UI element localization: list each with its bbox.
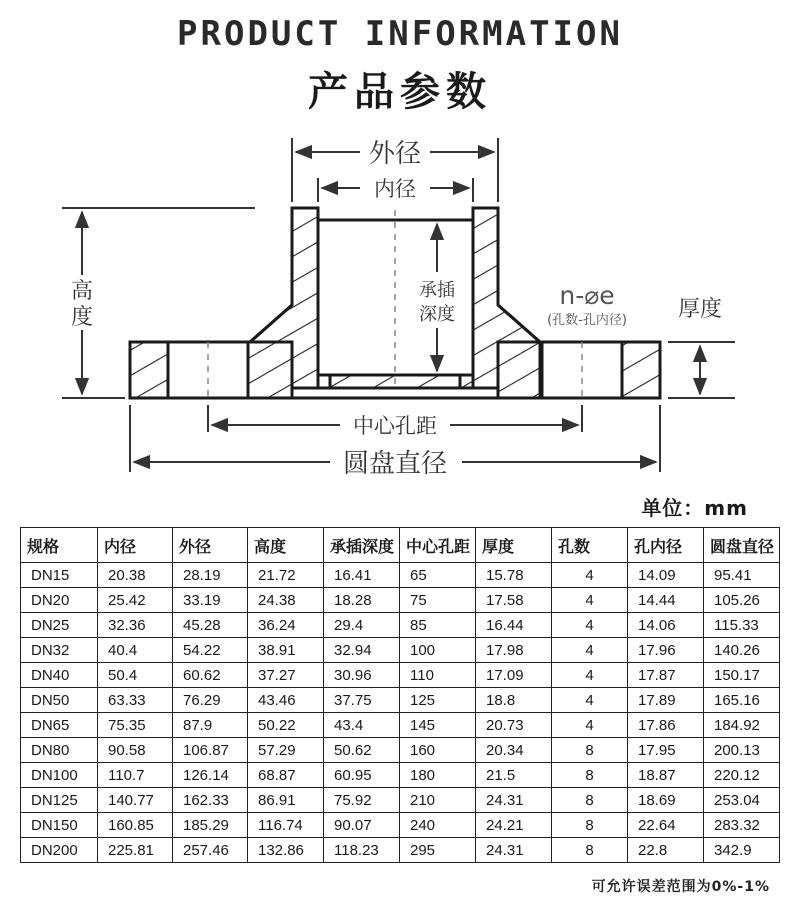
table-cell: 110	[400, 663, 476, 688]
table-cell: 160.85	[98, 813, 173, 838]
table-cell: 43.46	[248, 688, 324, 713]
table-cell: 105.26	[704, 588, 780, 613]
table-cell: 17.89	[628, 688, 704, 713]
flange-cross-section-diagram	[0, 120, 800, 490]
table-header-cell: 高度	[248, 528, 324, 563]
table-cell: 14.06	[628, 613, 704, 638]
table-cell: 115.33	[704, 613, 780, 638]
table-cell: DN80	[21, 738, 98, 763]
table-row	[21, 613, 780, 638]
label-thickness: 厚度	[677, 297, 723, 322]
table-cell: 165.16	[704, 688, 780, 713]
table-cell: 125	[400, 688, 476, 713]
table-cell: 110.7	[98, 763, 173, 788]
table-row	[21, 563, 780, 588]
table-cell: 90.58	[98, 738, 173, 763]
table-header-cell: 承插深度	[324, 528, 400, 563]
table-cell: 100	[400, 638, 476, 663]
label-outer-diameter: 外径	[368, 139, 422, 169]
table-cell: 8	[552, 813, 628, 838]
table-header-cell: 孔内径	[628, 528, 704, 563]
table-cell: 14.09	[628, 563, 704, 588]
table-cell: 63.33	[98, 688, 173, 713]
table-cell: 22.64	[628, 813, 704, 838]
table-cell: 38.91	[248, 638, 324, 663]
table-cell: 17.86	[628, 713, 704, 738]
label-disc-diameter: 圆盘直径	[342, 449, 448, 479]
table-cell: 95.41	[704, 563, 780, 588]
spec-table	[20, 527, 780, 863]
table-cell: 87.9	[173, 713, 248, 738]
table-cell: 18.28	[324, 588, 400, 613]
label-height-2: 度	[70, 305, 94, 330]
table-header-cell: 外径	[173, 528, 248, 563]
table-cell: 20.34	[476, 738, 552, 763]
table-cell: 33.19	[173, 588, 248, 613]
table-cell: 68.87	[248, 763, 324, 788]
table-cell: 18.87	[628, 763, 704, 788]
table-cell: 24.31	[476, 788, 552, 813]
label-height-1: 高	[70, 279, 94, 304]
table-row	[21, 588, 780, 613]
table-row	[21, 838, 780, 863]
table-cell: 54.22	[173, 638, 248, 663]
table-row	[21, 663, 780, 688]
table-cell: 162.33	[173, 788, 248, 813]
table-header-cell: 规格	[21, 528, 98, 563]
table-cell: 4	[552, 588, 628, 613]
table-cell: 140.77	[98, 788, 173, 813]
table-cell: 50.22	[248, 713, 324, 738]
table-cell: DN25	[21, 613, 98, 638]
table-cell: 160	[400, 738, 476, 763]
table-cell: DN125	[21, 788, 98, 813]
table-cell: 8	[552, 788, 628, 813]
table-cell: 32.36	[98, 613, 173, 638]
table-cell: DN100	[21, 763, 98, 788]
label-socket-depth-1: 承插	[419, 280, 455, 301]
table-cell: 57.29	[248, 738, 324, 763]
table-cell: 185.29	[173, 813, 248, 838]
table-cell: 342.9	[704, 838, 780, 863]
table-cell: 76.29	[173, 688, 248, 713]
table-cell: 220.12	[704, 763, 780, 788]
table-cell: 132.86	[248, 838, 324, 863]
table-cell: 24.31	[476, 838, 552, 863]
table-cell: 20.38	[98, 563, 173, 588]
table-cell: 85	[400, 613, 476, 638]
table-cell: 28.19	[173, 563, 248, 588]
table-cell: 75.92	[324, 788, 400, 813]
table-cell: 150.17	[704, 663, 780, 688]
table-cell: 116.74	[248, 813, 324, 838]
table-row	[21, 813, 780, 838]
table-cell: 17.09	[476, 663, 552, 688]
tolerance-note: 可允许误差范围为0%-1%	[591, 879, 770, 895]
table-cell: 21.72	[248, 563, 324, 588]
table-cell: 20.73	[476, 713, 552, 738]
table-cell: 283.32	[704, 813, 780, 838]
table-cell: 32.94	[324, 638, 400, 663]
table-cell: 50.62	[324, 738, 400, 763]
table-cell: 8	[552, 763, 628, 788]
unit-label: 单位：mm	[641, 496, 748, 520]
table-cell: 17.95	[628, 738, 704, 763]
table-cell: 4	[552, 563, 628, 588]
label-inner-diameter: 内径	[374, 177, 416, 201]
table-cell: 75.35	[98, 713, 173, 738]
table-cell: 17.87	[628, 663, 704, 688]
label-hole-note: (孔数-孔内径)	[547, 313, 627, 328]
table-row	[21, 713, 780, 738]
table-cell: 225.81	[98, 838, 173, 863]
table-cell: 4	[552, 663, 628, 688]
table-cell: 60.62	[173, 663, 248, 688]
table-cell: 25.42	[98, 588, 173, 613]
table-cell: DN40	[21, 663, 98, 688]
table-cell: 210	[400, 788, 476, 813]
table-header-cell: 中心孔距	[400, 528, 476, 563]
table-row	[21, 738, 780, 763]
table-cell: 22.8	[628, 838, 704, 863]
table-cell: 21.5	[476, 763, 552, 788]
table-row	[21, 638, 780, 663]
table-cell: 18.69	[628, 788, 704, 813]
table-header-cell: 厚度	[476, 528, 552, 563]
table-cell: 253.04	[704, 788, 780, 813]
table-row	[21, 688, 780, 713]
table-row	[21, 788, 780, 813]
table-header-cell: 内径	[98, 528, 173, 563]
table-cell: 240	[400, 813, 476, 838]
table-cell: 75	[400, 588, 476, 613]
table-cell: 43.4	[324, 713, 400, 738]
table-cell: 16.41	[324, 563, 400, 588]
table-cell: 60.95	[324, 763, 400, 788]
table-cell: 8	[552, 838, 628, 863]
table-cell: 24.38	[248, 588, 324, 613]
table-cell: 29.4	[324, 613, 400, 638]
table-cell: 200.13	[704, 738, 780, 763]
table-cell: 36.24	[248, 613, 324, 638]
table-cell: 40.4	[98, 638, 173, 663]
table-cell: 65	[400, 563, 476, 588]
table-cell: DN65	[21, 713, 98, 738]
table-cell: DN32	[21, 638, 98, 663]
table-row	[21, 763, 780, 788]
table-cell: 106.87	[173, 738, 248, 763]
table-cell: 45.28	[173, 613, 248, 638]
table-cell: 184.92	[704, 713, 780, 738]
table-cell: 17.98	[476, 638, 552, 663]
table-cell: 50.4	[98, 663, 173, 688]
table-cell: 140.26	[704, 638, 780, 663]
table-cell: DN20	[21, 588, 98, 613]
table-cell: 30.96	[324, 663, 400, 688]
label-socket-depth-2: 深度	[419, 304, 455, 325]
table-cell: 37.75	[324, 688, 400, 713]
table-cell: DN50	[21, 688, 98, 713]
table-cell: 17.96	[628, 638, 704, 663]
table-cell: 295	[400, 838, 476, 863]
table-cell: 8	[552, 738, 628, 763]
table-cell: 145	[400, 713, 476, 738]
table-cell: 90.07	[324, 813, 400, 838]
table-cell: 4	[552, 638, 628, 663]
table-cell: DN200	[21, 838, 98, 863]
table-cell: 37.27	[248, 663, 324, 688]
table-cell: 4	[552, 713, 628, 738]
table-cell: 15.78	[476, 563, 552, 588]
table-cell: 17.58	[476, 588, 552, 613]
table-cell: 126.14	[173, 763, 248, 788]
table-cell: 4	[552, 688, 628, 713]
table-header-row	[21, 528, 780, 563]
table-cell: 4	[552, 613, 628, 638]
table-cell: 16.44	[476, 613, 552, 638]
table-cell: 18.8	[476, 688, 552, 713]
table-cell: DN15	[21, 563, 98, 588]
title-english: PRODUCT INFORMATION	[177, 14, 623, 54]
table-cell: DN150	[21, 813, 98, 838]
table-cell: 257.46	[173, 838, 248, 863]
table-cell: 14.44	[628, 588, 704, 613]
table-header-cell: 圆盘直径	[704, 528, 780, 563]
table-header-cell: 孔数	[552, 528, 628, 563]
title-chinese: 产品参数	[308, 69, 492, 115]
label-bolt-circle: 中心孔距	[353, 414, 437, 438]
table-cell: 86.91	[248, 788, 324, 813]
label-hole-count: n-⌀e	[559, 281, 615, 310]
table-cell: 180	[400, 763, 476, 788]
table-cell: 118.23	[324, 838, 400, 863]
table-cell: 24.21	[476, 813, 552, 838]
